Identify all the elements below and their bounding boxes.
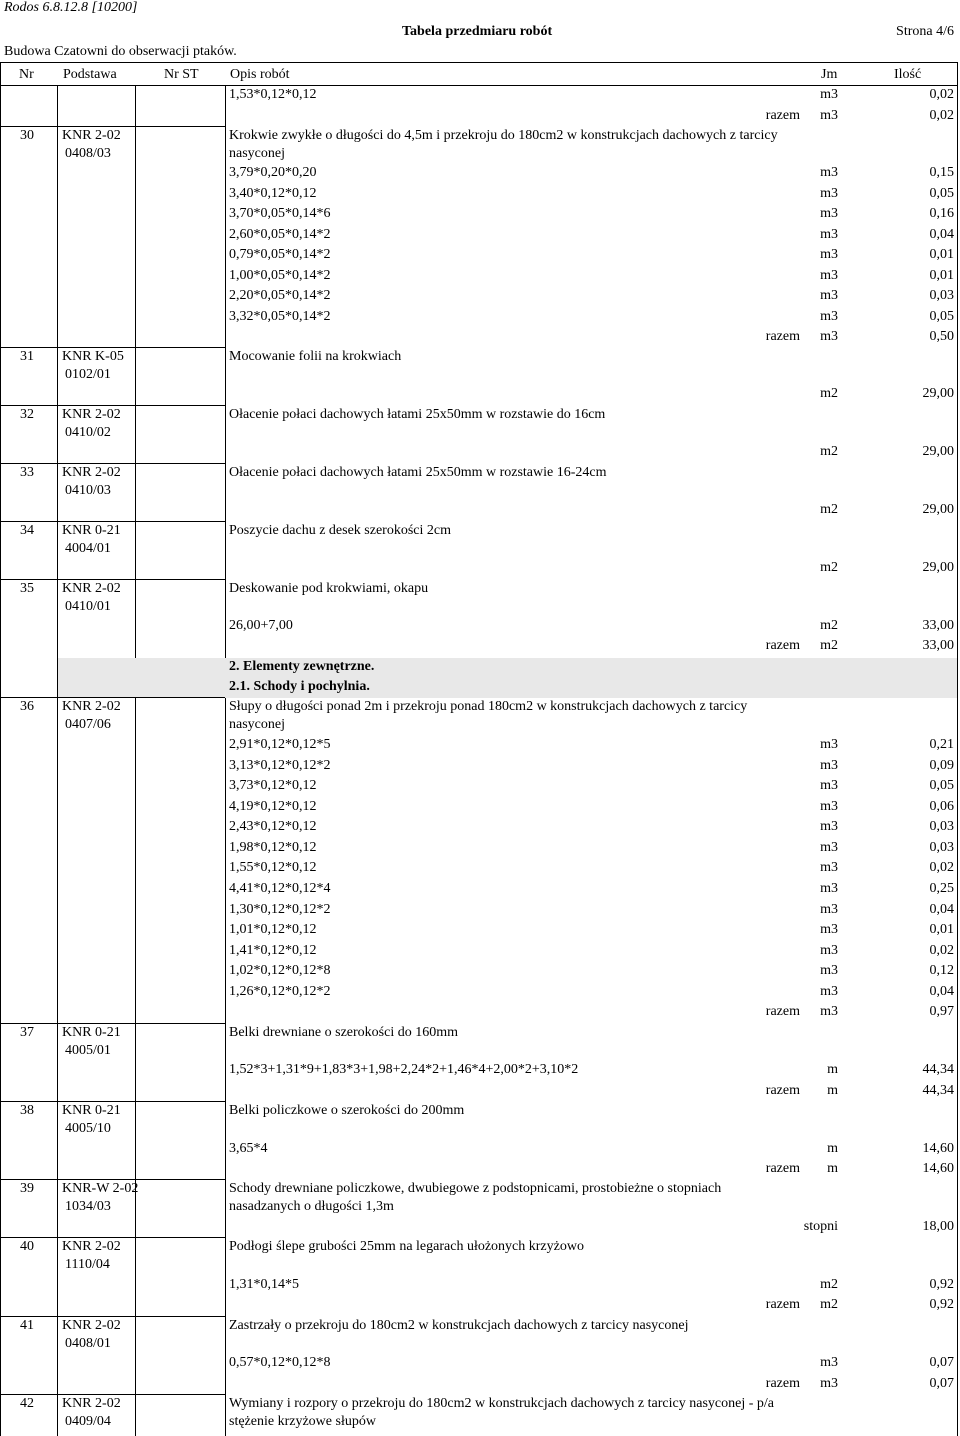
item-description: Ołacenie połaci dachowych łatami 25x50mm w rozstawie do 16cm: [229, 407, 606, 422]
calc-expression: 3,79*0,20*0,20: [229, 165, 317, 180]
quantity: 0,03: [929, 840, 954, 855]
unit: m2: [820, 386, 838, 401]
quantity: 0,01: [929, 268, 954, 283]
calc-expression: 2,43*0,12*0,12: [229, 819, 317, 834]
calc-expression: 1,41*0,12*0,12: [229, 943, 317, 958]
item-code-detail: 0102/01: [65, 367, 111, 382]
col-podstawa: Podstawa: [63, 67, 117, 82]
unit: m2: [820, 1297, 838, 1312]
quantity: 0,05: [929, 309, 954, 324]
calc-expression: 0,79*0,05*0,14*2: [229, 247, 331, 262]
unit: m2: [820, 638, 838, 653]
row-divider: [0, 405, 225, 406]
unit: stopni: [803, 1219, 838, 1234]
quantity: 0,02: [929, 860, 954, 875]
unit: m3: [820, 247, 838, 262]
calc-expression: 26,00+7,00: [229, 618, 293, 633]
item-code-detail: 1110/04: [65, 1257, 110, 1272]
item-code-detail: 0410/01: [65, 599, 111, 614]
quantity: 0,05: [929, 778, 954, 793]
sum-quantity: 0,02: [929, 108, 954, 123]
unit: m3: [820, 108, 838, 123]
sum-label: razem: [765, 108, 800, 123]
unit: m3: [820, 963, 838, 978]
quantity: 0,04: [929, 902, 954, 917]
program-name: Rodos 6.8.12.8 [10200]: [4, 0, 138, 15]
item-code-detail: 0407/06: [65, 717, 111, 732]
item-number: 38: [20, 1103, 34, 1118]
calc-expression: 2,20*0,05*0,14*2: [229, 288, 331, 303]
item-code-detail: 0410/03: [65, 483, 111, 498]
sum-quantity: 44,34: [922, 1083, 954, 1098]
unit: m3: [820, 309, 838, 324]
calc-expression: 0,57*0,12*0,12*8: [229, 1355, 331, 1370]
item-description: Zastrzały o przekroju do 180cm2 w konstrukcjach dachowych z tarcicy nasyconej: [229, 1318, 689, 1333]
unit: m2: [820, 444, 838, 459]
unit: m3: [820, 819, 838, 834]
item-code: KNR 2-02: [62, 1318, 121, 1333]
unit: m3: [820, 984, 838, 999]
column-divider: [0, 86, 1, 1436]
section-heading: 2. Elementy zewnętrzne.: [229, 659, 375, 674]
item-code-detail: 4005/10: [65, 1121, 111, 1136]
sum-quantity: 14,60: [922, 1161, 954, 1176]
calc-expression: 1,55*0,12*0,12: [229, 860, 317, 875]
unit: m: [827, 1083, 838, 1098]
unit: m3: [820, 778, 838, 793]
row-divider: [0, 347, 225, 348]
sum-label: razem: [765, 1161, 800, 1176]
quantity: 0,05: [929, 186, 954, 201]
item-number: 36: [20, 699, 34, 714]
item-code-detail: 4004/01: [65, 541, 111, 556]
quantity: 0,25: [929, 881, 954, 896]
calc-expression: 3,65*4: [229, 1141, 268, 1156]
sum-quantity: 33,00: [922, 638, 954, 653]
unit: m3: [820, 227, 838, 242]
item-code: KNR 2-02: [62, 1239, 121, 1254]
unit: m3: [820, 288, 838, 303]
quantity: 0,07: [929, 1355, 954, 1370]
unit: m3: [820, 860, 838, 875]
quantity: 0,09: [929, 758, 954, 773]
column-divider: [57, 86, 58, 1436]
item-code: KNR 2-02: [62, 581, 121, 596]
unit: m3: [820, 1376, 838, 1391]
item-description: Schody drewniane policzkowe, dwubiegowe z podstopnicami, prostobieżne o stopniach: [229, 1181, 722, 1196]
unit: m3: [820, 1004, 838, 1019]
row-divider: [0, 697, 225, 698]
calc-expression: 1,98*0,12*0,12: [229, 840, 317, 855]
unit: m2: [820, 618, 838, 633]
item-description: Deskowanie pod krokwiami, okapu: [229, 581, 429, 596]
unit: m3: [820, 737, 838, 752]
row-divider: [0, 1237, 225, 1238]
quantity: 0,04: [929, 227, 954, 242]
item-code: KNR 2-02: [62, 407, 121, 422]
table-header: [0, 62, 958, 86]
item-description: Krokwie zwykłe o długości do 4,5m i przekroju do 180cm2 w konstrukcjach dachowych z tarcicy: [229, 128, 778, 143]
item-number: 31: [20, 349, 34, 364]
item-code: KNR K-05: [62, 349, 124, 364]
quantity: 29,00: [922, 560, 954, 575]
col-jm: Jm: [821, 67, 838, 82]
item-code-detail: 0408/01: [65, 1336, 111, 1351]
unit: m2: [820, 1277, 838, 1292]
item-number: 41: [20, 1318, 34, 1333]
item-description-cont: nasyconej: [229, 146, 285, 161]
row-divider: [0, 521, 225, 522]
item-number: 34: [20, 523, 34, 538]
unit: m2: [820, 560, 838, 575]
quantity: 0,12: [929, 963, 954, 978]
quantity: 0,16: [929, 206, 954, 221]
item-number: 33: [20, 465, 34, 480]
calc-expression: 2,60*0,05*0,14*2: [229, 227, 331, 242]
sum-quantity: 0,97: [929, 1004, 954, 1019]
row-divider: [0, 1023, 225, 1024]
calc-expression: 3,32*0,05*0,14*2: [229, 309, 331, 324]
unit: m3: [820, 758, 838, 773]
quantity: 18,00: [922, 1219, 954, 1234]
calc-expression: 4,41*0,12*0,12*4: [229, 881, 331, 896]
quantity: 0,01: [929, 922, 954, 937]
item-number: 35: [20, 581, 34, 596]
unit: m3: [820, 329, 838, 344]
project-name: Budowa Czatowni do obserwacji ptaków.: [4, 44, 237, 59]
unit: m: [827, 1161, 838, 1176]
col-opis: Opis robót: [230, 67, 290, 82]
quantity: 14,60: [922, 1141, 954, 1156]
row-divider: [0, 1316, 225, 1317]
quantity: 29,00: [922, 444, 954, 459]
unit: m2: [820, 502, 838, 517]
unit: m3: [820, 902, 838, 917]
row-divider: [0, 1101, 225, 1102]
col-nrst: Nr ST: [164, 67, 199, 82]
unit: m3: [820, 268, 838, 283]
calc-expression: 3,13*0,12*0,12*2: [229, 758, 331, 773]
unit: m3: [820, 1355, 838, 1370]
item-description: Belki policzkowe o szerokości do 200mm: [229, 1103, 465, 1118]
unit: m3: [820, 186, 838, 201]
item-description: Wymiany i rozpory o przekroju do 180cm2 w konstrukcjach dachowych z tarcicy nasyconej - p/a: [229, 1396, 774, 1411]
column-divider: [957, 86, 958, 1436]
unit: m: [827, 1062, 838, 1077]
sum-label: razem: [765, 1083, 800, 1098]
item-code-detail: 1034/03: [65, 1199, 111, 1214]
quantity: 0,02: [929, 87, 954, 102]
quantity: 0,21: [929, 737, 954, 752]
item-number: 39: [20, 1181, 34, 1196]
col-nr: Nr: [19, 67, 34, 82]
quantity: 0,06: [929, 799, 954, 814]
document-title: Tabela przedmiaru robót: [402, 24, 553, 39]
calc-expression: 1,02*0,12*0,12*8: [229, 963, 331, 978]
item-description: Mocowanie folii na krokwiach: [229, 349, 402, 364]
unit: m3: [820, 922, 838, 937]
sum-quantity: 0,50: [929, 329, 954, 344]
sum-label: razem: [765, 638, 800, 653]
item-code-detail: 0409/04: [65, 1414, 111, 1429]
item-description: Podłogi ślepe grubości 25mm na legarach ułożonych krzyżowo: [229, 1239, 584, 1254]
item-code-detail: 4005/01: [65, 1043, 111, 1058]
section-band: [58, 658, 957, 678]
quantity: 0,04: [929, 984, 954, 999]
unit: m3: [820, 165, 838, 180]
calc-expression: 1,01*0,12*0,12: [229, 922, 317, 937]
section-heading: 2.1. Schody i pochylnia.: [229, 679, 370, 694]
calc-expression: 3,70*0,05*0,14*6: [229, 206, 331, 221]
item-code: KNR 2-02: [62, 465, 121, 480]
unit: m3: [820, 799, 838, 814]
column-divider: [135, 86, 136, 1436]
calc-expression: 1,30*0,12*0,12*2: [229, 902, 331, 917]
item-number: 37: [20, 1025, 34, 1040]
quantity: 0,02: [929, 943, 954, 958]
sum-quantity: 0,07: [929, 1376, 954, 1391]
calc-expression: 1,53*0,12*0,12: [229, 87, 317, 102]
sum-label: razem: [765, 1004, 800, 1019]
page-number: Strona 4/6: [896, 24, 954, 39]
item-number: 30: [20, 128, 34, 143]
quantity: 0,01: [929, 247, 954, 262]
item-description-cont: nasyconej: [229, 717, 285, 732]
row-divider: [0, 1394, 225, 1395]
item-description: Poszycie dachu z desek szerokości 2cm: [229, 523, 451, 538]
sum-label: razem: [765, 1297, 800, 1312]
calc-expression: 1,00*0,05*0,14*2: [229, 268, 331, 283]
quantity: 0,03: [929, 819, 954, 834]
row-divider: [0, 463, 225, 464]
row-divider: [0, 1179, 225, 1180]
item-number: 42: [20, 1396, 34, 1411]
calc-expression: 3,73*0,12*0,12: [229, 778, 317, 793]
unit: m: [827, 1141, 838, 1156]
item-code-detail: 0408/03: [65, 146, 111, 161]
item-description: Ołacenie połaci dachowych łatami 25x50mm w rozstawie 16-24cm: [229, 465, 607, 480]
quantity: 0,92: [929, 1277, 954, 1292]
item-code: KNR 2-02: [62, 128, 121, 143]
row-divider: [0, 579, 225, 580]
item-number: 32: [20, 407, 34, 422]
quantity: 0,03: [929, 288, 954, 303]
sum-label: razem: [765, 329, 800, 344]
calc-expression: 2,91*0,12*0,12*5: [229, 737, 331, 752]
quantity: 0,15: [929, 165, 954, 180]
quantity: 29,00: [922, 386, 954, 401]
unit: m3: [820, 881, 838, 896]
item-number: 40: [20, 1239, 34, 1254]
unit: m3: [820, 206, 838, 221]
quantity: 29,00: [922, 502, 954, 517]
item-code: KNR 0-21: [62, 1025, 121, 1040]
calc-expression: 3,40*0,12*0,12: [229, 186, 317, 201]
calc-expression: 1,52*3+1,31*9+1,83*3+1,98+2,24*2+1,46*4+2,00*2+3,10*2: [229, 1062, 579, 1077]
calc-expression: 1,31*0,14*5: [229, 1277, 299, 1292]
unit: m3: [820, 943, 838, 958]
item-code: KNR 2-02: [62, 699, 121, 714]
quantity: 33,00: [922, 618, 954, 633]
section-band: [58, 678, 957, 698]
column-divider: [225, 86, 226, 1436]
item-description-cont: nasadzanych o długości 1,3m: [229, 1199, 394, 1214]
item-description: Słupy o długości ponad 2m i przekroju ponad 180cm2 w konstrukcjach dachowych z tarcicy: [229, 699, 748, 714]
item-code-detail: 0410/02: [65, 425, 111, 440]
col-ilosc: Ilość: [894, 67, 922, 82]
sum-label: razem: [765, 1376, 800, 1391]
unit: m3: [820, 87, 838, 102]
unit: m3: [820, 840, 838, 855]
quantity: 44,34: [922, 1062, 954, 1077]
item-code: KNR-W 2-02: [62, 1181, 139, 1196]
item-description-cont: stężenie krzyżowe słupów: [229, 1414, 376, 1429]
sum-quantity: 0,92: [929, 1297, 954, 1312]
calc-expression: 4,19*0,12*0,12: [229, 799, 317, 814]
item-code: KNR 0-21: [62, 1103, 121, 1118]
item-code: KNR 2-02: [62, 1396, 121, 1411]
item-code: KNR 0-21: [62, 523, 121, 538]
item-description: Belki drewniane o szerokości do 160mm: [229, 1025, 459, 1040]
row-divider: [0, 126, 225, 127]
calc-expression: 1,26*0,12*0,12*2: [229, 984, 331, 999]
